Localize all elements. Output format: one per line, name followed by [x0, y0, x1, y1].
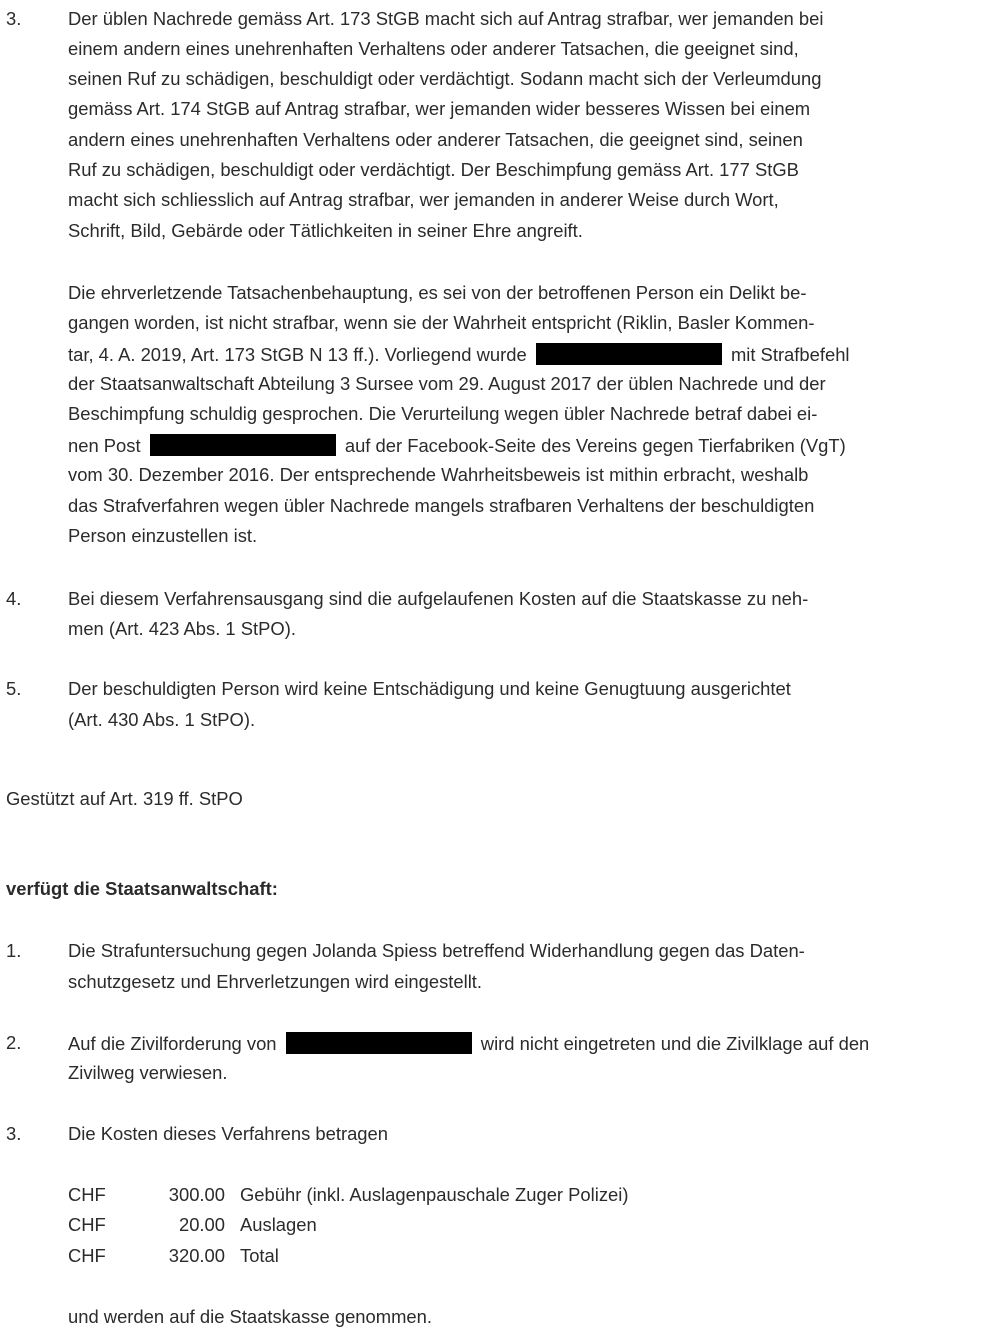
text-line: vom 30. Dezember 2016. Der entsprechende Wahrheitsbeweis ist mithin erbracht, weshalb — [68, 464, 809, 485]
text-line: Zivilweg verwiesen. — [68, 1062, 228, 1083]
redaction-bar — [536, 343, 722, 365]
text-fragment: nen Post — [68, 435, 141, 456]
cost-currency: CHF — [68, 1184, 106, 1205]
cost-amount: 320.00 — [168, 1245, 225, 1266]
text-line: Die Kosten dieses Verfahrens betragen — [68, 1123, 388, 1144]
text-fragment: Auf die Zivilforderung von — [68, 1033, 277, 1054]
text-line — [68, 343, 850, 366]
text-line: Die Strafuntersuchung gegen Jolanda Spiess betreffend Widerhandlung gegen das Daten- — [68, 940, 805, 961]
text-line: Beschimpfung schuldig gesprochen. Die Verurteilung wegen übler Nachrede betraf dabei ei- — [68, 403, 818, 424]
order-number: 1. — [6, 940, 22, 961]
cost-label: Gebühr (inkl. Auslagenpauschale Zuger Polizei) — [240, 1184, 629, 1205]
text-fragment: tar, 4. A. 2019, Art. 173 StGB N 13 ff.). Vorliegend wurde — [68, 344, 527, 365]
text-line — [68, 1032, 869, 1055]
text-line — [68, 434, 846, 457]
text-line: einem andern eines unehrenhaften Verhaltens oder anderer Tatsachen, die geeignet sind, — [68, 38, 799, 59]
text-line: (Art. 430 Abs. 1 StPO). — [68, 709, 256, 730]
cost-currency: CHF — [68, 1245, 106, 1266]
text-line: Person einzustellen ist. — [68, 525, 258, 546]
cost-amount: 20.00 — [178, 1214, 225, 1235]
text-line: seinen Ruf zu schädigen, beschuldigt oder verdächtigt. Sodann macht sich der Verleumdung — [68, 68, 822, 89]
text-line: schutzgesetz und Ehrverletzungen wird eingestellt. — [68, 971, 483, 992]
legal-basis: Gestützt auf Art. 319 ff. StPO — [6, 788, 243, 809]
order-number: 2. — [6, 1032, 22, 1053]
text-line: der Staatsanwaltschaft Abteilung 3 Sursee vom 29. August 2017 der üblen Nachrede und der — [68, 373, 826, 394]
section-number: 5. — [6, 678, 22, 699]
text-line: gangen worden, ist nicht strafbar, wenn sie der Wahrheit entspricht (Riklin, Basler Kommen- — [68, 312, 815, 333]
text-line: Der beschuldigten Person wird keine Entschädigung und keine Genugtuung ausgerichtet — [68, 678, 791, 699]
cost-label: Total — [240, 1245, 279, 1266]
text-fragment: auf der Facebook-Seite des Vereins gegen Tierfabriken (VgT) — [344, 435, 846, 456]
cost-label: Auslagen — [240, 1214, 317, 1235]
redaction-bar — [286, 1032, 472, 1054]
text-line: gemäss Art. 174 StGB auf Antrag strafbar, wer jemanden wider besseres Wissen bei einem — [68, 98, 811, 119]
section-number: 4. — [6, 588, 22, 609]
text-line: das Strafverfahren wegen übler Nachrede mangels strafbaren Verhaltens der beschuldigten — [68, 495, 815, 516]
order-number: 3. — [6, 1123, 22, 1144]
text-line: und werden auf die Staatskasse genommen. — [68, 1306, 432, 1327]
text-fragment: mit Strafbefehl — [730, 344, 850, 365]
section-number: 3. — [6, 8, 22, 29]
text-fragment: wird nicht eingetreten und die Zivilklage auf den — [480, 1033, 870, 1054]
text-line: Ruf zu schädigen, beschuldigt oder verdächtigt. Der Beschimpfung gemäss Art. 177 StGB — [68, 159, 799, 180]
text-line: Der üblen Nachrede gemäss Art. 173 StGB macht sich auf Antrag strafbar, wer jemanden bei — [68, 8, 824, 29]
decision-heading: verfügt die Staatsanwaltschaft: — [6, 878, 278, 899]
cost-amount: 300.00 — [168, 1184, 225, 1205]
text-line: Bei diesem Verfahrensausgang sind die aufgelaufenen Kosten auf die Staatskasse zu neh- — [68, 588, 809, 609]
text-line: macht sich schliesslich auf Antrag strafbar, wer jemanden in anderer Weise durch Wort, — [68, 189, 779, 210]
text-line: Die ehrverletzende Tatsachenbehauptung, es sei von der betroffenen Person ein Delikt be- — [68, 282, 807, 303]
cost-currency: CHF — [68, 1214, 106, 1235]
text-line: andern eines unehrenhaften Verhaltens oder anderer Tatsachen, die geeignet sind, seinen — [68, 129, 803, 150]
redaction-bar — [150, 434, 336, 456]
text-line: Schrift, Bild, Gebärde oder Tätlichkeiten in seiner Ehre angreift. — [68, 220, 583, 241]
text-line: men (Art. 423 Abs. 1 StPO). — [68, 618, 296, 639]
